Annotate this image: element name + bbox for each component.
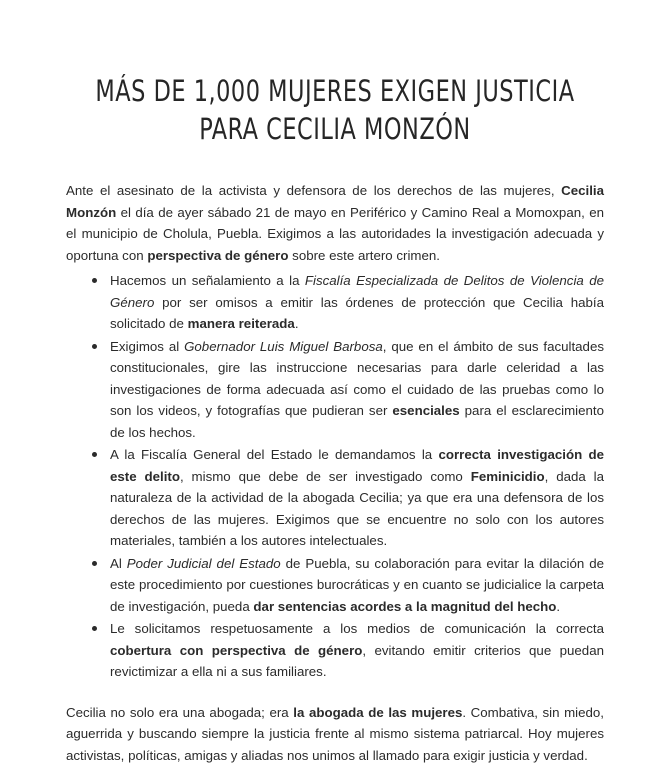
bullet-2-text-3: para el esclarecimiento de los hechos.: [110, 403, 604, 440]
title-line-2: PARA CECILIA MONZÓN: [199, 112, 471, 146]
bullet-2-text-2: , que en el ámbito de sus facultades constitucionales, gire las instruccione necesarias para darle celeridad a las investigaciones de forma adecuada así como el cuidado de las pruebas como lo son los videos, y fotografías que pudieran ser: [110, 338, 604, 418]
closing-paragraph: [66, 702, 604, 767]
bullet-1-bold-reiterada: manera reiterada: [187, 316, 295, 331]
bullet-3-bold-investigacion: correcta investigación de este delito: [110, 447, 604, 484]
bullet-4-text-1: Al: [110, 555, 127, 571]
bullet-5-text-2: , evitando emitir criterios que puedan revictimizar a ella ni a sus familiares.: [110, 642, 604, 679]
bullet-5-text-1: Le solicitamos respetuosamente a los medios de comunicación la correcta: [110, 621, 604, 636]
bullet-icon: [92, 344, 97, 349]
bullet-3-text-1: A la Fiscalía General del Estado le demandamos la: [110, 447, 439, 462]
list-item: [66, 618, 604, 683]
list-item: [66, 336, 604, 444]
intro-bold-name: Cecilia Monzón: [66, 183, 604, 220]
bullet-4-bold-sentencias: dar sentencias acordes a la magnitud del hecho: [253, 598, 557, 614]
bullet-2-text-1: Exigimos al: [110, 338, 185, 354]
bullet-2-italic-gobernador: Gobernador Luis Miguel Barbosa: [184, 338, 383, 354]
list-item: [66, 444, 604, 552]
closing-bold-abogada: la abogada de las mujeres: [293, 704, 463, 720]
intro-text-1: Ante el asesinato de la activista y defensora de los derechos de las mujeres,: [66, 183, 562, 198]
bullet-icon: [92, 278, 97, 283]
bullet-icon: [92, 452, 97, 457]
closing-text-1: Cecilia no solo era una abogada; era: [66, 704, 294, 720]
document-title: [0, 0, 670, 148]
bullet-1-text-3: .: [294, 316, 299, 331]
bullet-4-text-3: .: [556, 598, 561, 614]
bullet-1-italic-fiscalia: Fiscalía Especializada de Delitos de Violencia de Género: [110, 273, 604, 310]
document-body: [0, 148, 670, 766]
intro-text-3: sobre este artero crimen.: [288, 247, 440, 263]
demands-list: [66, 270, 604, 683]
bullet-4-text-2: de Puebla, su colaboración para evitar la dilación de este procedimiento por cuestiones burocráticas y en cuanto se judicialice la carpeta de investigación, pueda: [110, 555, 604, 614]
intro-text-2: el día de ayer sábado 21 de mayo en Periférico y Camino Real a Momoxpan, en el municipio de Cholula, Puebla. Exigimos a las autoridades la investigación adecuada y oportuna con: [66, 204, 604, 263]
closing-text-2: . Combativa, sin miedo, aguerrida y buscando siempre la justicia frente al mismo sistema patriarcal. Hoy mujeres activistas, políticas, amigas y aliadas nos unimos al llamado para exigir justicia y verdad.: [66, 704, 605, 763]
bullet-3-bold-feminicidio: Feminicidio: [470, 468, 545, 484]
bullet-5-bold-cobertura: cobertura con perspectiva de género: [110, 642, 363, 658]
intro-paragraph: [66, 180, 604, 266]
bullet-3-text-3: , dada la naturaleza de la actividad de la abogada Cecilia; ya que era una defensora de los derechos de las mujeres. Exigimos que se encuentre no solo con los autores materiales, también a los autores intelectuales.: [110, 468, 605, 548]
intro-bold-perspective: perspectiva de género: [147, 247, 289, 263]
bullet-3-text-2: , mismo que debe de ser investigado como: [179, 468, 471, 484]
bullet-1-text-2: por ser omisos a emitir las órdenes de protección que Cecilia había solicitado de: [110, 294, 604, 331]
bullet-icon: [92, 561, 97, 566]
list-item: [66, 553, 604, 618]
bullet-1-text-1: Hacemos un señalamiento a la: [110, 273, 305, 288]
bullet-4-italic-poder-judicial: Poder Judicial del Estado: [126, 555, 281, 571]
bullet-icon: [92, 626, 97, 631]
title-line-1: MÁS DE 1,000 MUJERES EXIGEN JUSTICIA: [95, 74, 575, 108]
bullet-2-bold-esenciales: esenciales: [392, 403, 460, 418]
list-item: [66, 270, 604, 335]
